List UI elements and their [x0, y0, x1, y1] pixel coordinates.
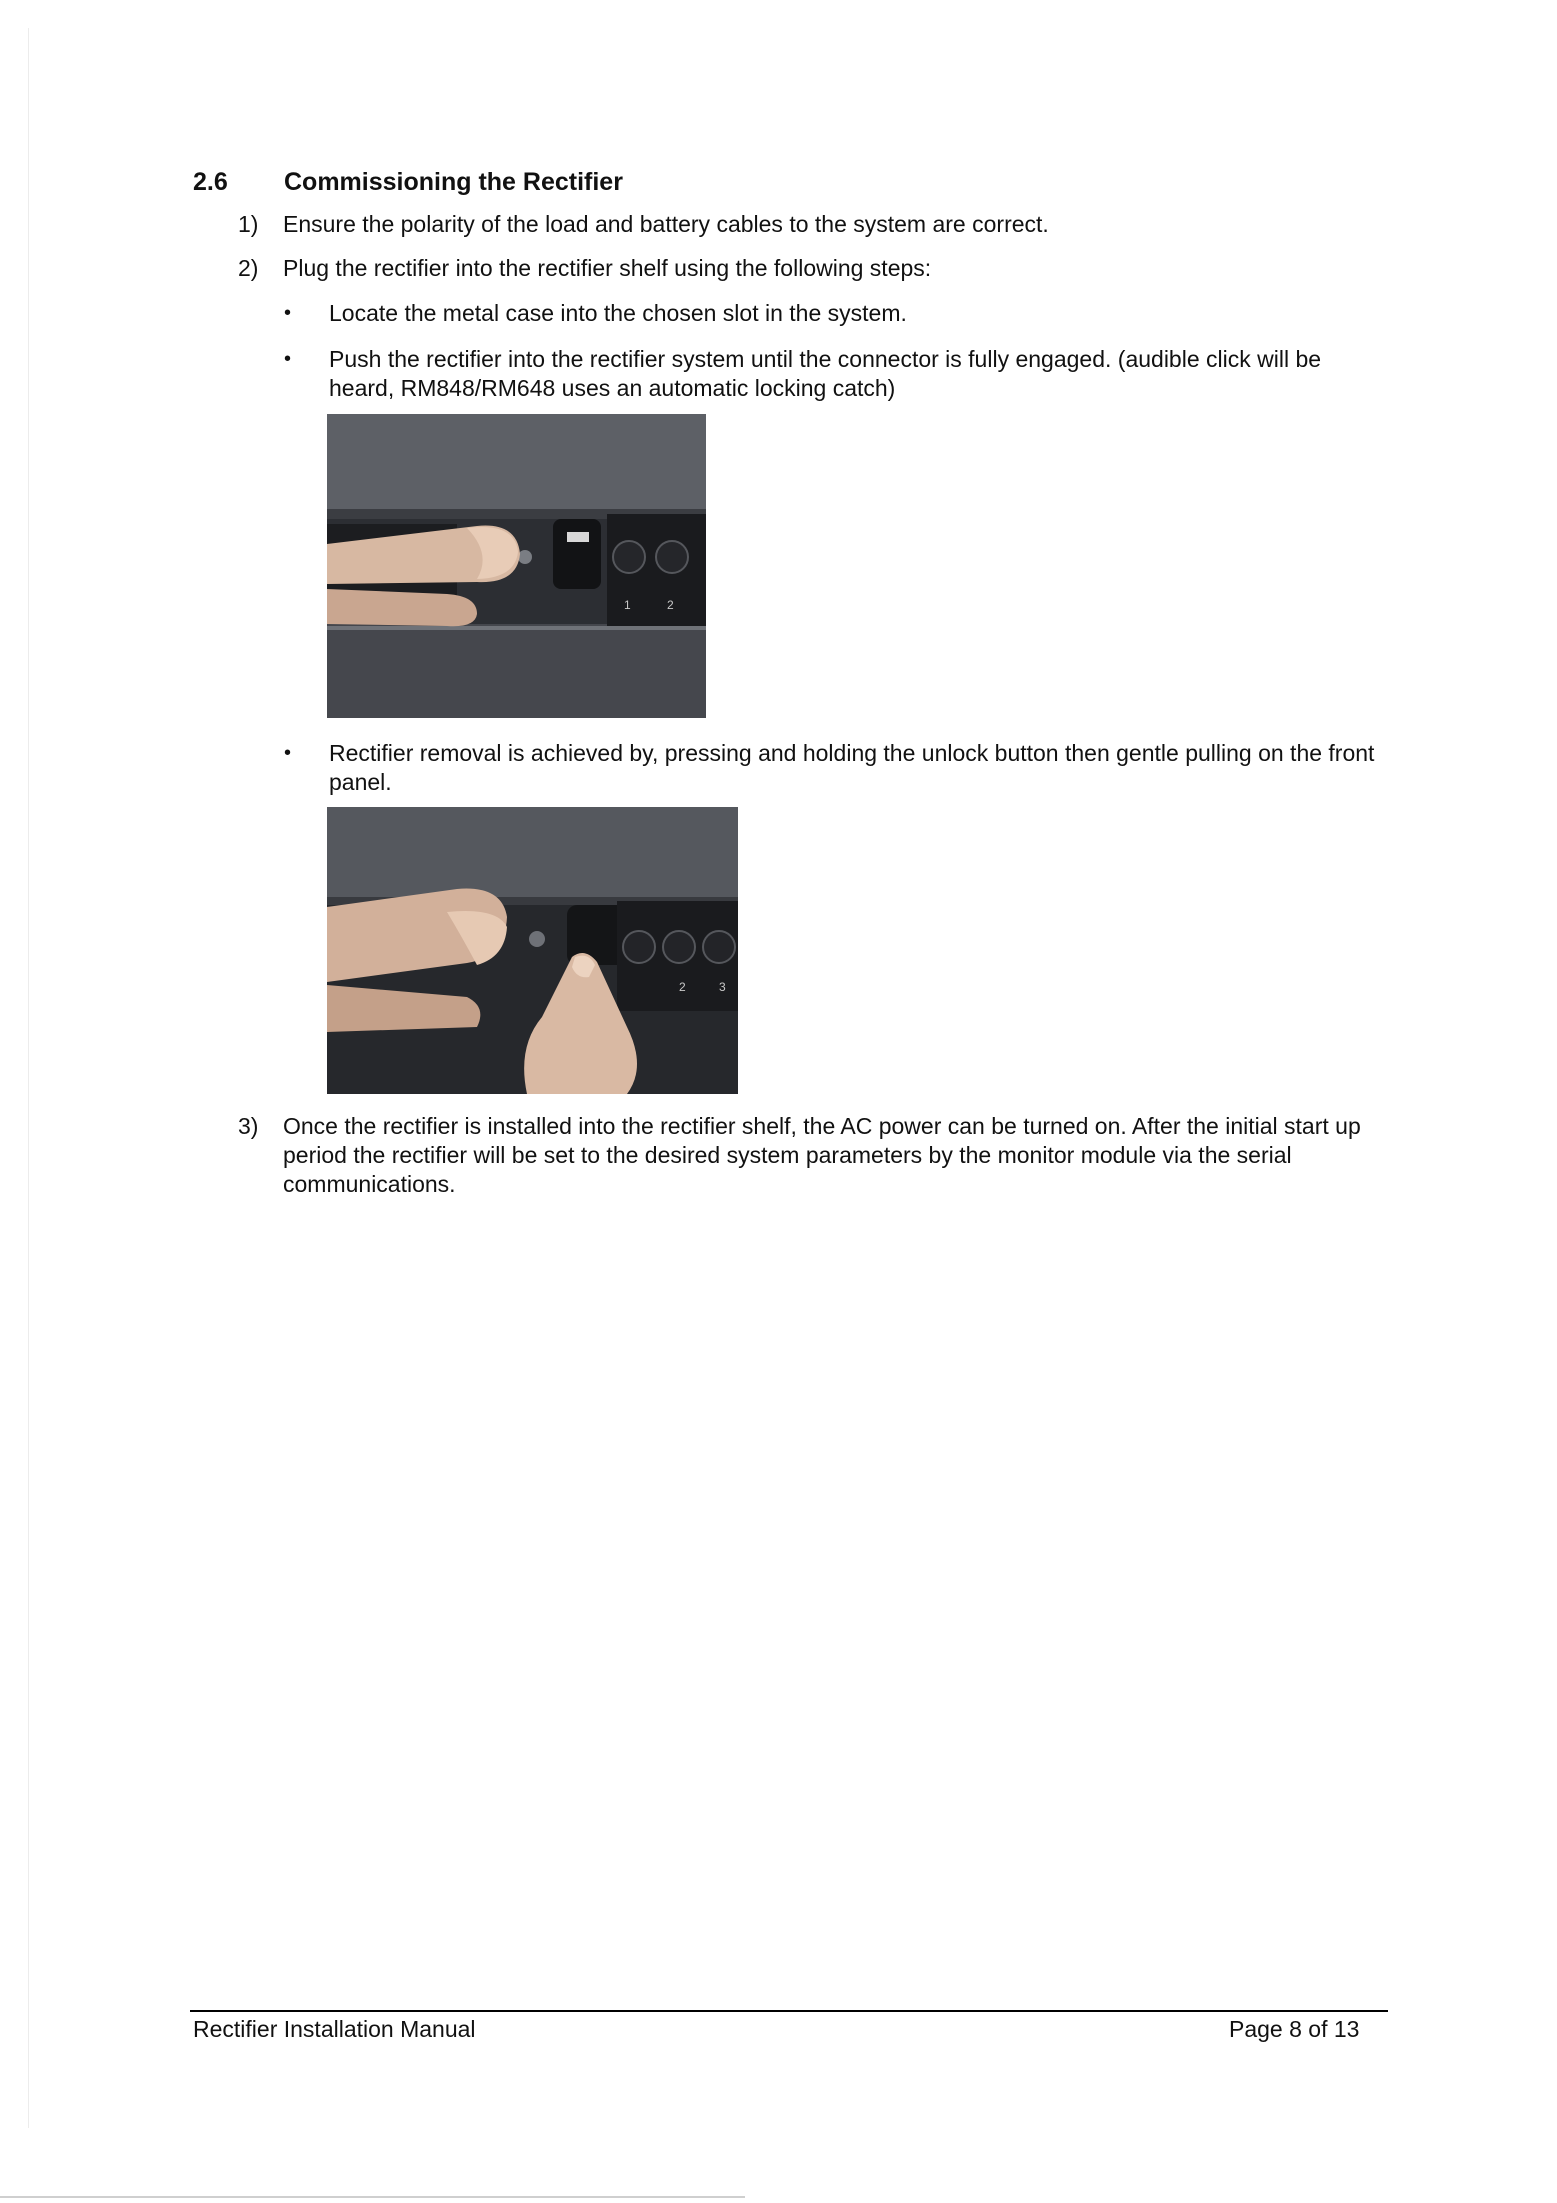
svg-text:3: 3	[719, 980, 726, 994]
step-marker: 2)	[238, 255, 259, 281]
footer-page-number: Page 8 of 13	[1229, 2016, 1360, 2042]
section-title: Commissioning the Rectifier	[284, 168, 623, 196]
rectifier-removal-photo	[327, 807, 738, 1094]
step-marker: 3)	[238, 1113, 259, 1139]
footer-rule	[190, 2010, 1388, 2012]
bullet-dot: •	[284, 348, 292, 370]
footer-document-title: Rectifier Installation Manual	[193, 2016, 476, 2042]
step-text: Ensure the polarity of the load and battery cables to the system are correct.	[283, 211, 1049, 237]
bullet-text: Locate the metal case into the chosen slot in the system.	[329, 300, 907, 326]
svg-text:1: 1	[624, 598, 631, 612]
page-margin-line	[28, 28, 29, 2128]
page-bottom-edge	[0, 2196, 745, 2198]
section-number: 2.6	[193, 168, 228, 196]
bullet-text: Rectifier removal is achieved by, pressing and holding the unlock button then gentle pulling on the front panel.	[329, 740, 1375, 795]
svg-text:2: 2	[679, 980, 686, 994]
step-text: Plug the rectifier into the rectifier shelf using the following steps:	[283, 255, 932, 281]
rectifier-insert-photo	[327, 414, 706, 718]
bullet-text: Push the rectifier into the rectifier system until the connector is fully engaged. (audible click will be heard, RM848/RM648 uses an automatic locking catch)	[329, 346, 1322, 401]
bullet-dot: •	[284, 742, 292, 764]
step-marker: 1)	[238, 211, 259, 237]
svg-text:2: 2	[667, 598, 674, 612]
step-text: Once the rectifier is installed into the rectifier shelf, the AC power can be turned on. After the initial start up period the rectifier will be set to the desired system parameters by the monitor module via the serial communications.	[283, 1113, 1361, 1197]
bullet-dot: •	[284, 302, 292, 324]
